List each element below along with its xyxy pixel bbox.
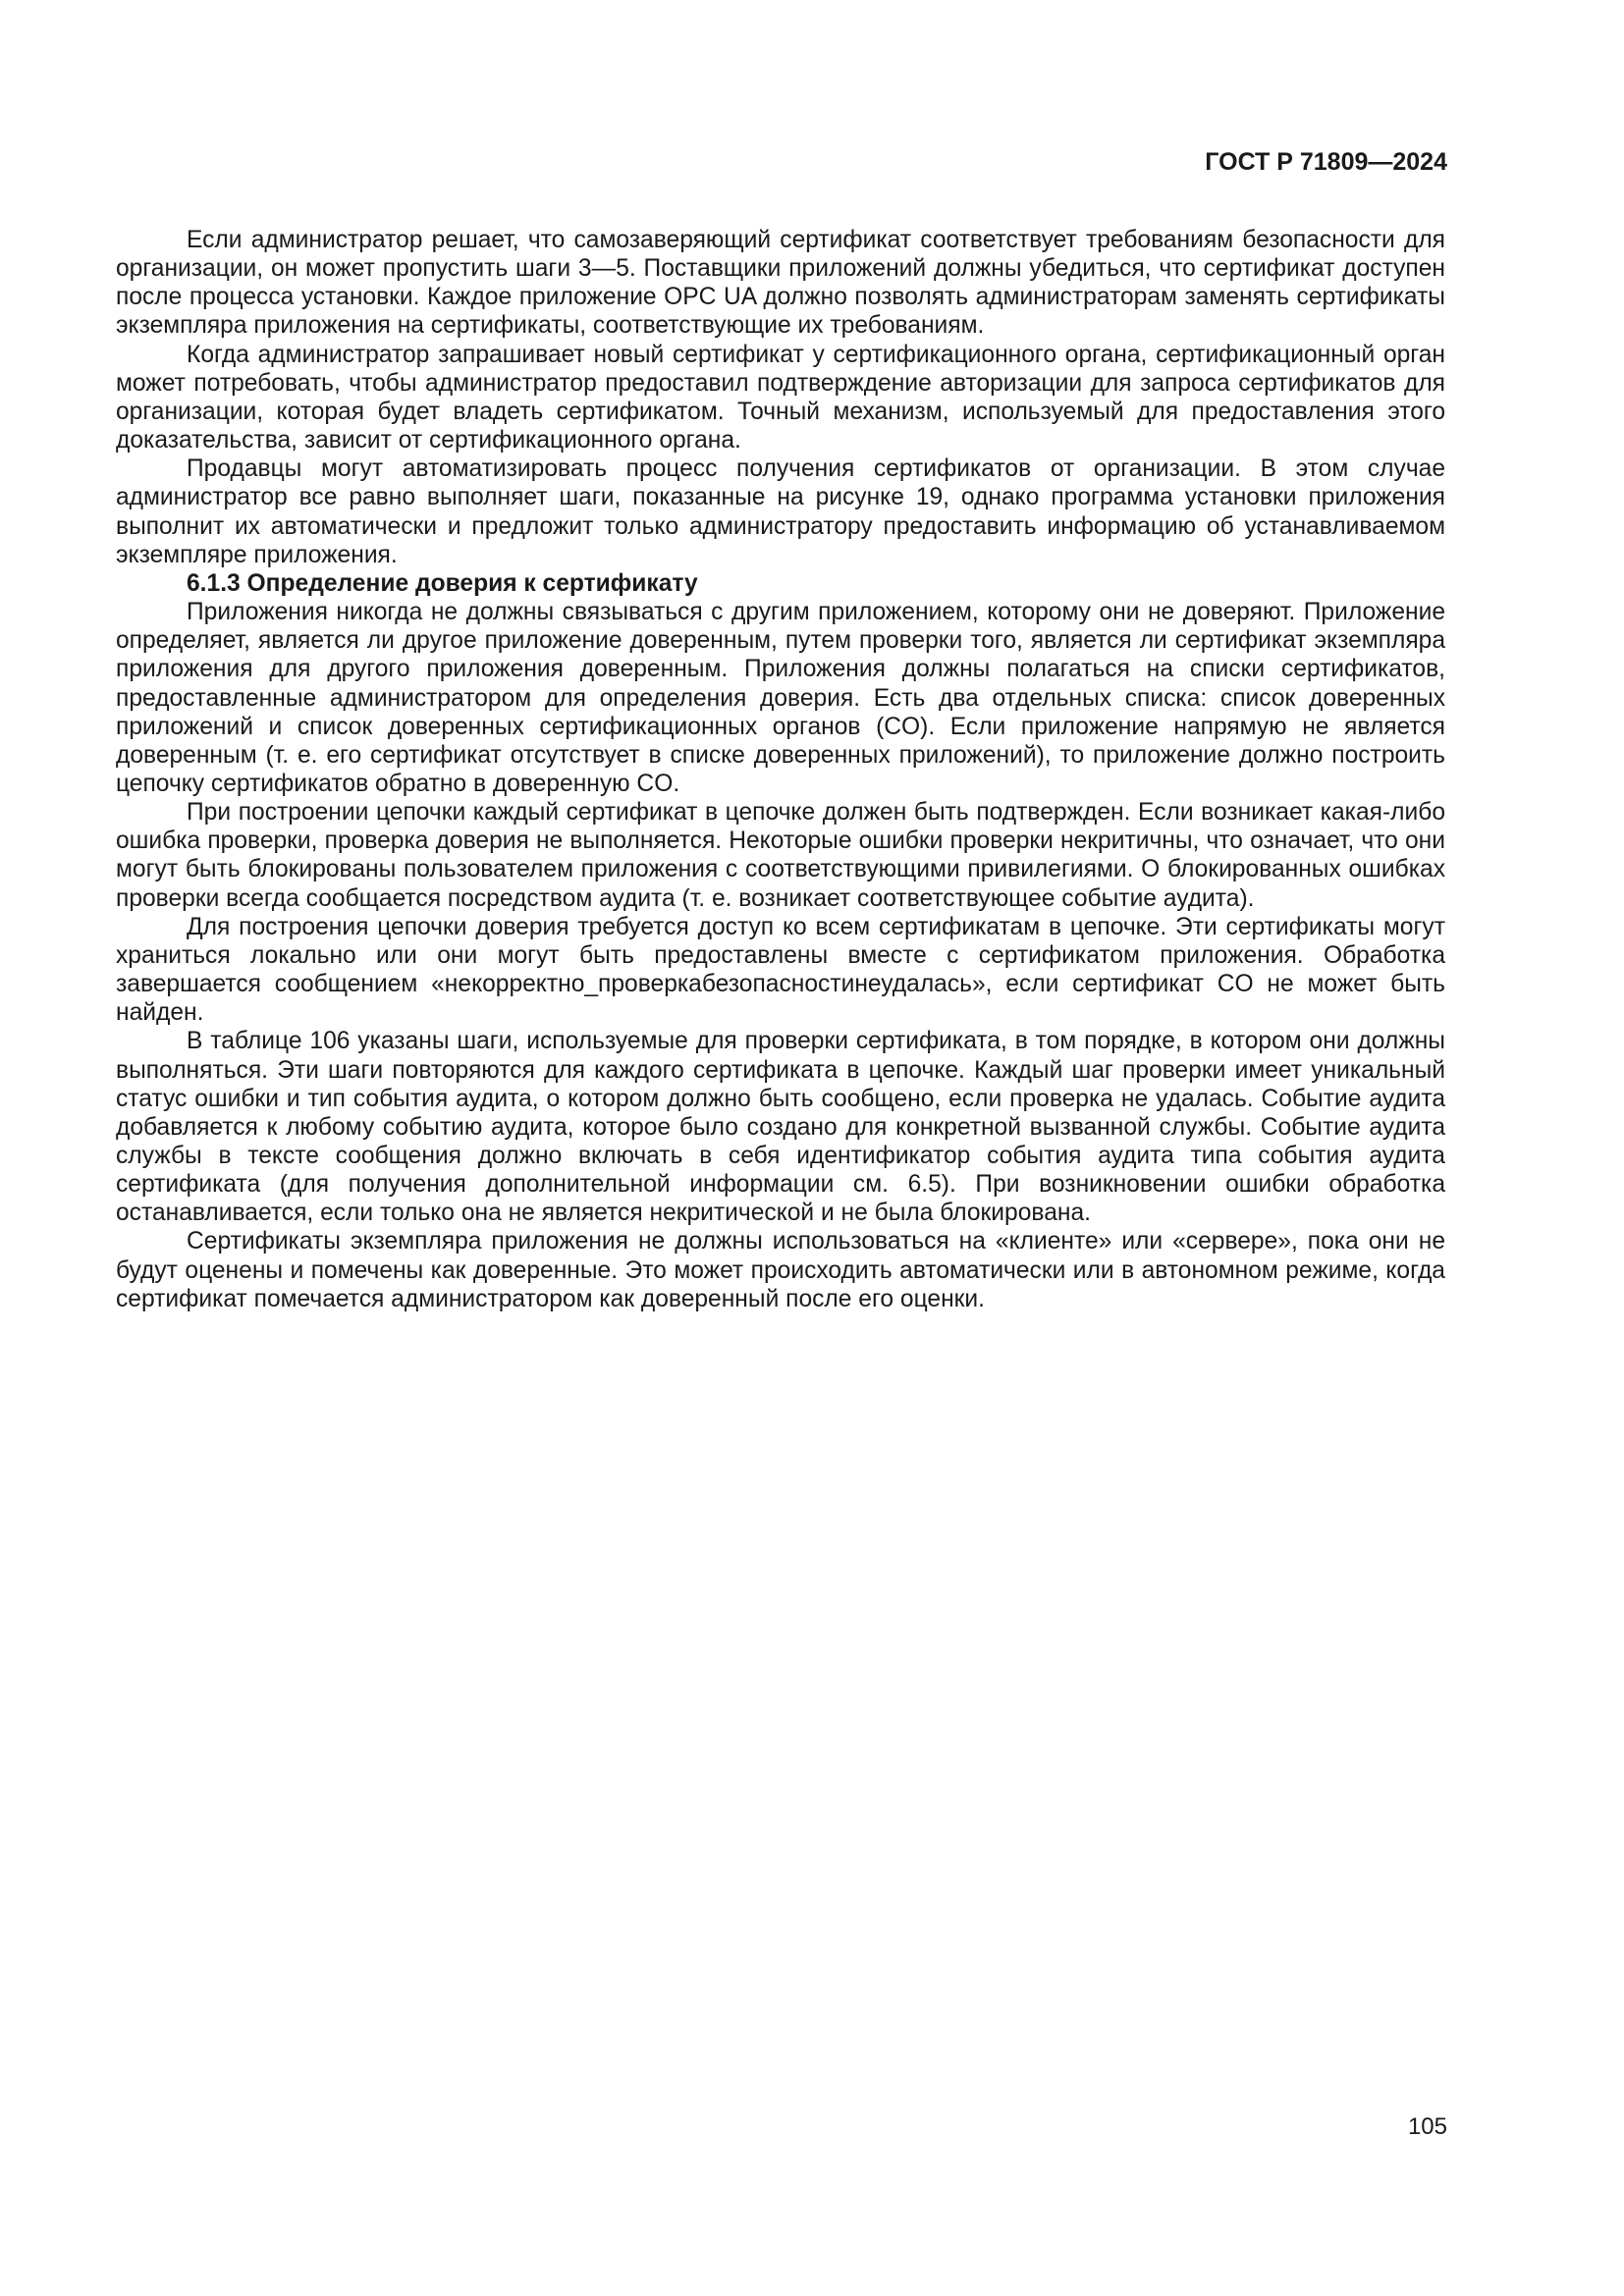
paragraph-vendor-automation: Продавцы могут автоматизировать процесс получения сертификатов от организации. В этом случае администратор все равно выполняет шаги, показанные на рисунке 19, однако программа установки приложения выполнит их автоматически и предложит только администратору предоставить информацию об устанавливаемом экземпляре приложения. (116, 455, 1445, 568)
paragraph-trust-determination: Приложения никогда не должны связываться с другим приложением, которому они не доверяют. Приложение определяет, является ли другое приложение доверенным, путем проверки того, является ли сертификат экземпляра приложения для другого приложения доверенным. Приложения должны полагаться на списки сертификатов, предоставленные администратором для определения доверия. Есть два отдельных списка: список доверенных приложений и список доверенных сертификационных органов (CO). Если приложение напрямую не является доверенным (т. е. его сертификат отсутствует в списке доверенных приложений), то приложение должно построить цепочку сертификатов обратно в доверенную CO. (116, 599, 1445, 797)
paragraph-chain-access: Для построения цепочки доверия требуется доступ ко всем сертификатам в цепочке. Эти сертификаты могут храниться локально или они могут быть предоставлены вместе с сертификатом приложения. Обработка завершается сообщением «некорректно_проверкабезопасностинеудалась», если сертификат CO не может быть найден. (116, 913, 1445, 1027)
paragraph-validation-steps: В таблице 106 указаны шаги, используемые для проверки сертификата, в том порядке, в котором они должны выполняться. Эти шаги повторяются для каждого сертификата в цепочке. Каждый шаг проверки имеет уникальный статус ошибки и тип события аудита, о котором должно быть сообщено, если проверка не удалась. Событие аудита добавляется к любому событию аудита, которое было создано для конкретной вызванной службы. Событие аудита службы в тексте сообщения должно включать в себя идентификатор события аудита типа события аудита сертификата (для получения дополнительной информации см. 6.5). При возникновении ошибки обработка останавливается, если только она не является некритической и не была блокирована. (116, 1028, 1445, 1227)
page-number: 105 (1407, 2113, 1447, 2140)
paragraph-new-certificate-request: Когда администратор запрашивает новый сертификат у сертификационного органа, сертификационный орган может потребовать, чтобы администратор предоставил подтверждение авторизации для запроса сертификатов для организации, которая будет владеть сертификатом. Точный механизм, используемый для предоставления этого доказательства, зависит от сертификационного органа. (116, 341, 1445, 454)
paragraph-instance-certificates: Сертификаты экземпляра приложения не должны использоваться на «клиенте» или «сервере», пока они не будут оценены и помечены как доверенные. Это может происходить автоматически или в автономном режиме, когда сертификат помечается администратором как доверенный после его оценки. (116, 1228, 1445, 1312)
paragraph-self-signed-certificate: Если администратор решает, что самозаверяющий сертификат соответствует требованиям безопасности для организации, он может пропустить шаги 3—5. Поставщики приложений должны убедиться, что сертификат доступен после процесса установки. Каждое приложение OPC UA должно позволять администраторам заменять сертификаты экземпляра приложения на сертификаты, соответствующие их требованиям. (116, 227, 1445, 340)
document-body (116, 226, 1445, 1313)
document-standard-id: ГОСТ Р 71809—2024 (1205, 148, 1447, 176)
section-heading: 6.1.3 Определение доверия к сертификату (187, 569, 698, 597)
paragraph-chain-building: При построении цепочки каждый сертификат в цепочке должен быть подтвержден. Если возникает какая-либо ошибка проверки, проверка доверия не выполняется. Некоторые ошибки проверки некритичны, что означает, что они могут быть блокированы пользователем приложения с соответствующими привилегиями. О блокированных ошибках проверки всегда сообщается посредством аудита (т. е. возникает соответствующее событие аудита). (116, 799, 1445, 912)
